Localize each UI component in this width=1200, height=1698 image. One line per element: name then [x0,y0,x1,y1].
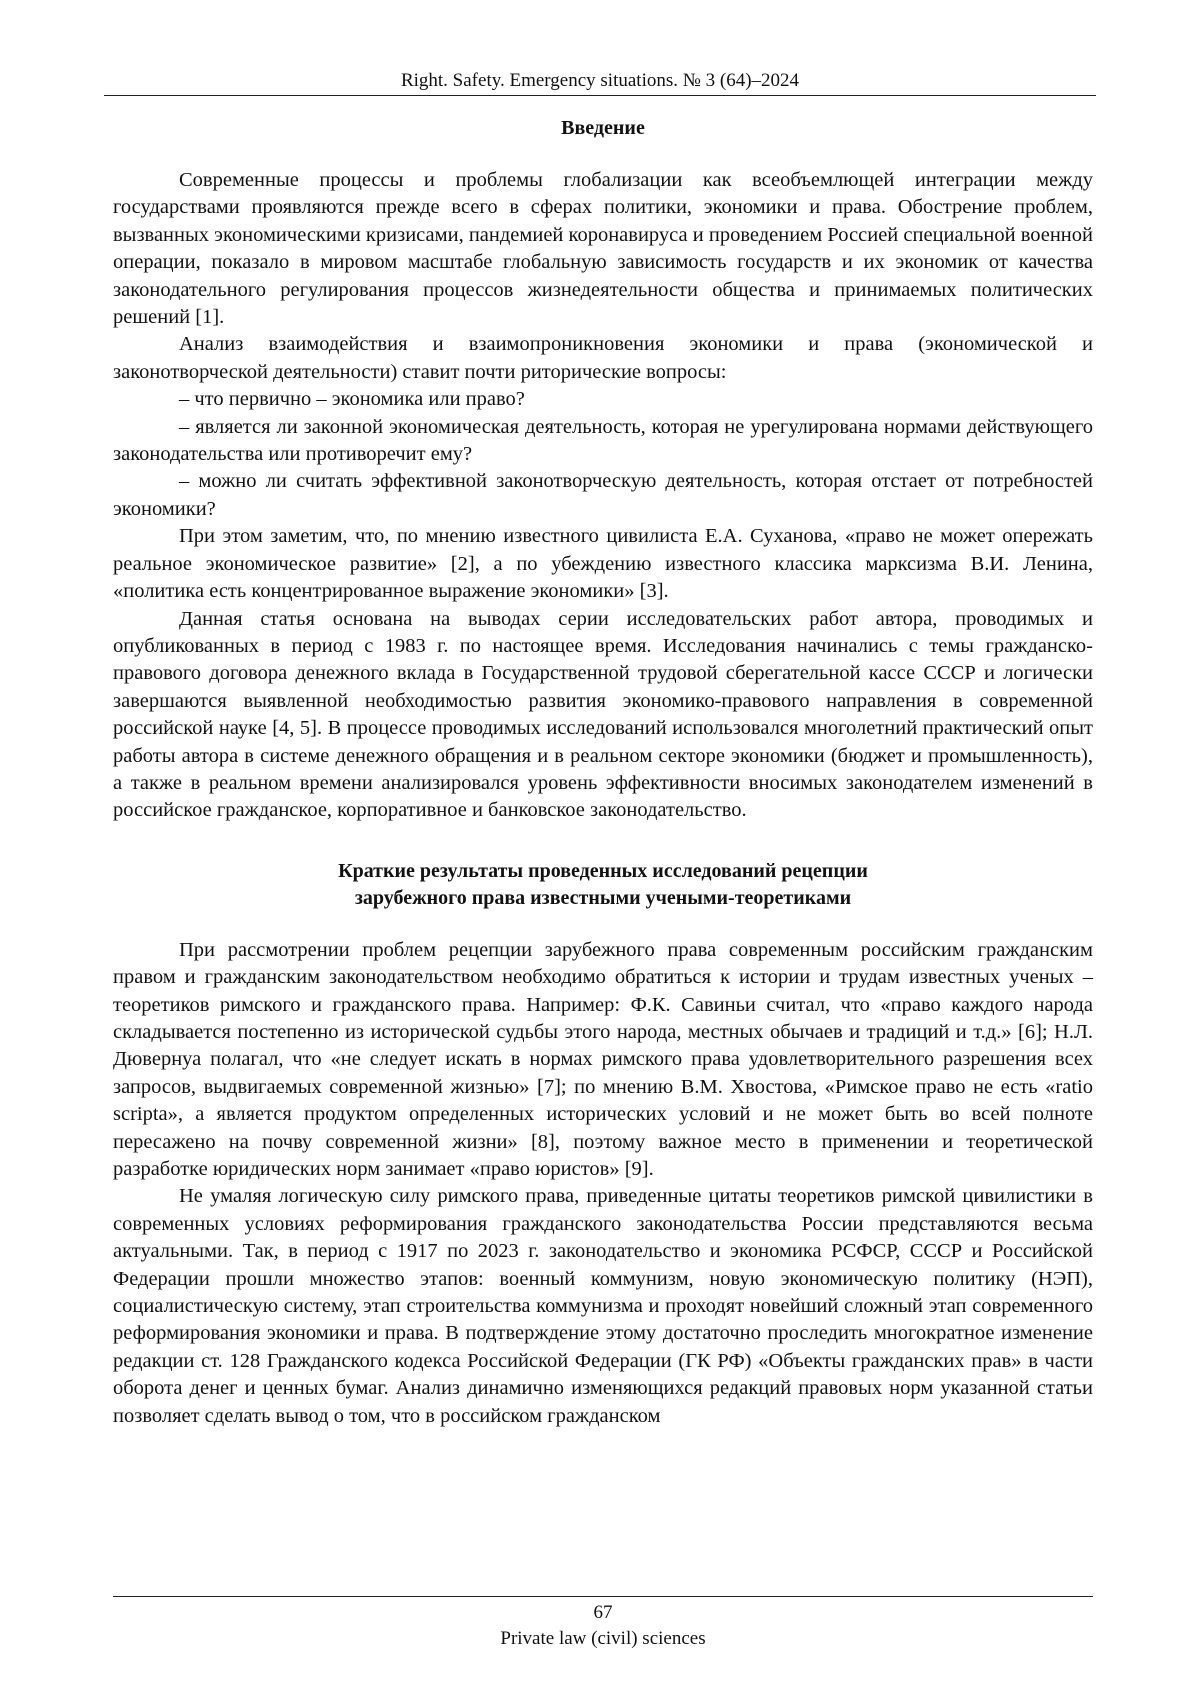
section-heading [113,858,1093,912]
article-body [113,115,1093,1430]
footer-rule [113,1596,1093,1597]
question-item-1: – что первично – экономика или право? [179,388,525,411]
section-heading-line-2: зарубежного права известными учеными-теоретиками [354,886,852,909]
running-header: Right. Safety. Emergency situations. № 3 (64)–2024 [400,70,800,91]
intro-paragraph-2: Анализ взаимодействия и взаимопроникновения экономики и права (экономической и законотворческой деятельности) ставит почти риторические вопросы: [113,333,1093,383]
page-number: 67 [593,1602,613,1623]
intro-paragraph-1: Современные процессы и проблемы глобализации как всеобъемлющей интеграции между государствами проявляются прежде всего в сферах политики, экономики и права. Обострение проблем, вызванных экономическими кризисами, пандемией коронавируса и проведением Россией специальной военной операции, показало в мировом масштабе глобальную зависимость государств и их экономик от качества законодательного регулирования процессов жизнедеятельности общества и принимаемых политических решений [1]. [113,169,1093,329]
header-rule [104,95,1096,96]
section-paragraph-2: Не умаляя логическую силу римского права, приведенные цитаты теоретиков римской цивилистики в современных условиях реформирования гражданского законодательства России представляются весьма актуальными. Так, в период с 1917 по 2023 г. законодательство и экономика РСФСР, СССР и Российской Федерации прошли множество этапов: военный коммунизм, новую экономическую политику (НЭП), социалистическую систему, этап строительства коммунизма и проходят новейший сложный этап современного реформирования экономики и права. В подтверждение этому достаточно проследить многократное изменение редакции ст. 128 Гражданского кодекса Российской Федерации (ГК РФ) «Объекты гражданских прав» в части оборота денег и ценных бумаг. Анализ динамично изменяющихся редакций правовых норм указанной статьи позволяет сделать вывод о том, что в российском гражданском [113,1185,1093,1427]
question-item-2: – является ли законной экономическая деятельность, которая не урегулирована нормами действующего законодательства или противоречит ему? [113,415,1093,466]
intro-paragraph-3: При этом заметим, что, по мнению известного цивилиста Е.А. Суханова, «право не может опережать реальное экономическое развитие» [2], а по убеждению известного классика марксизма В.И. Ленина, «политика есть концентрированное выражение экономики» [3]. [113,525,1093,603]
intro-paragraph-4: Данная статья основана на выводах серии исследовательских работ автора, проводимых и опубликованных в период с 1983 г. по настоящее время. Исследования начинались с темы гражданско-правового договора денежного вклада в Государственной трудовой сберегательной кассе СССР и логически завершаются выявленной необходимостью развития экономико-правового направления в современной российской науке [4, 5]. В процессе проводимых исследований использовался многолетний практический опыт работы автора в системе денежного обращения и в реальном секторе экономики (бюджет и промышленность), а также в реальном времени анализировался уровень эффективности вносимых законодателем изменений в российское гражданское, корпоративное и банковское законодательство. [113,607,1093,822]
section-heading-line-1: Краткие результаты проведенных исследований рецепции [338,859,868,882]
section-paragraph-1: При рассмотрении проблем рецепции зарубежного права современным российским гражданским правом и гражданским законодательством необходимо обратиться к истории и трудам известных ученых – теоретиков римского и гражданского права. Например: Ф.К. Савиньи считал, что «право каждого народа складывается постепенно из исторической судьбы этого народа, местных обычаев и традиций и т.д.» [6]; Н.Л. Дювернуа полагал, что «не следует искать в нормах римского права удовлетворительного разрешения всех запросов, выдвигаемых современной жизнью» [7]; по мнению В.М. Хвостова, «Римское право не есть «ratio scripta», а является продуктом определенных исторических условий и не может быть во всей полноте пересажено на почву современной жизни» [8], поэтому важное место в применении и теоретической разработке юридических норм занимает «право юристов» [9]. [113,938,1093,1180]
intro-heading: Введение [561,117,645,139]
running-footer: Private law (civil) sciences [500,1628,706,1649]
question-item-3: – можно ли считать эффективной законотворческую деятельность, которая отстает от потребностей экономики? [113,470,1093,520]
